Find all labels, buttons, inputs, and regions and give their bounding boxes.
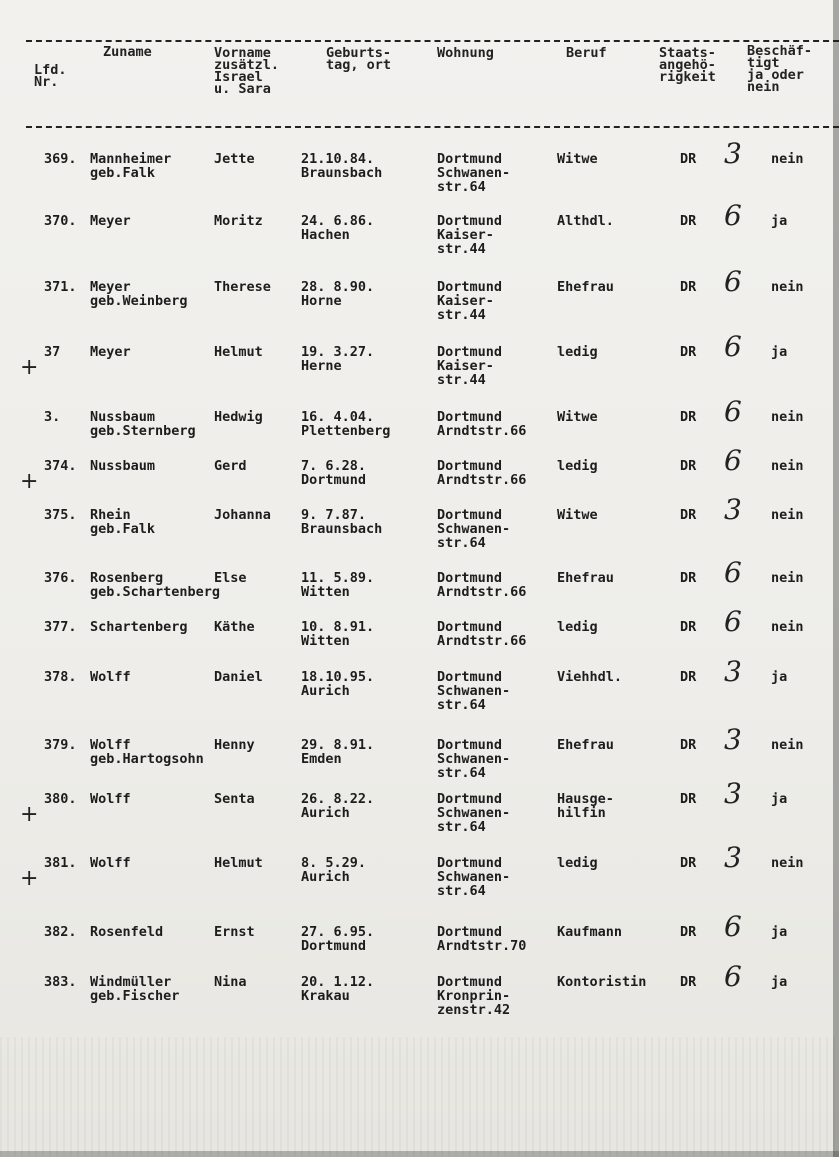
row-vorname: Hedwig xyxy=(214,409,263,425)
row-beschaeftigt: nein xyxy=(771,570,804,586)
row-beschaeftigt: ja xyxy=(771,974,788,990)
row-staat: DR xyxy=(680,344,697,360)
row-beruf: Hausge- hilfin xyxy=(557,791,614,821)
row-geburt: 11. 5.89. Witten xyxy=(301,570,375,600)
row-zuname: Rosenfeld xyxy=(90,924,164,940)
handwritten-mark: 3 xyxy=(724,841,742,874)
handwritten-cross: + xyxy=(20,802,39,827)
row-beschaeftigt: ja xyxy=(771,213,788,229)
row-staat: DR xyxy=(680,151,697,167)
row-staat: DR xyxy=(680,791,697,807)
handwritten-mark: 6 xyxy=(724,265,742,298)
row-vorname: Senta xyxy=(214,791,255,807)
row-staat: DR xyxy=(680,507,697,523)
row-geburt: 20. 1.12. Krakau xyxy=(301,974,375,1004)
row-beschaeftigt: nein xyxy=(771,279,804,295)
row-staat: DR xyxy=(680,669,697,685)
row-number: 379. xyxy=(44,737,77,753)
header-vorname: Vorname zusätzl. Israel u. Sara xyxy=(214,45,280,97)
row-beruf: ledig xyxy=(557,855,598,871)
row-staat: DR xyxy=(680,737,697,753)
row-number: 37 xyxy=(44,344,61,360)
row-vorname: Nina xyxy=(214,974,247,990)
row-geburt: 7. 6.28. Dortmund xyxy=(301,458,367,488)
row-zuname: Rosenberg geb.Schartenberg xyxy=(90,570,221,600)
header-lfd-nr: Lfd. Nr. xyxy=(34,62,67,90)
row-number: 380. xyxy=(44,791,77,807)
row-number: 383. xyxy=(44,974,77,990)
row-geburt: 26. 8.22. Aurich xyxy=(301,791,375,821)
row-vorname: Henny xyxy=(214,737,255,753)
row-beruf: Althdl. xyxy=(557,213,614,229)
row-beschaeftigt: nein xyxy=(771,737,804,753)
handwritten-mark: 6 xyxy=(724,444,742,477)
row-zuname: Wolff xyxy=(90,669,131,685)
row-vorname: Ernst xyxy=(214,924,255,940)
row-vorname: Moritz xyxy=(214,213,263,229)
handwritten-mark: 6 xyxy=(724,960,742,993)
row-zuname: Wolff geb.Hartogsohn xyxy=(90,737,204,767)
handwritten-cross: + xyxy=(20,355,39,380)
header-bottom-rule xyxy=(26,126,839,128)
row-staat: DR xyxy=(680,279,697,295)
row-vorname: Else xyxy=(214,570,247,586)
row-vorname: Jette xyxy=(214,151,255,167)
row-zuname: Meyer xyxy=(90,344,131,360)
row-wohnung: Dortmund Arndtstr.66 xyxy=(437,570,527,600)
row-wohnung: Dortmund Kaiser- str.44 xyxy=(437,213,503,257)
header-beschaeftigt: Beschäf- tigt ja oder nein xyxy=(747,43,813,95)
header-wohnung: Wohnung xyxy=(437,45,494,61)
row-number: 370. xyxy=(44,213,77,229)
page-bottom-edge xyxy=(0,1151,839,1157)
handwritten-mark: 6 xyxy=(724,199,742,232)
row-number: 382. xyxy=(44,924,77,940)
row-beschaeftigt: nein xyxy=(771,458,804,474)
row-zuname: Mannheimer geb.Falk xyxy=(90,151,172,181)
row-wohnung: Dortmund Kronprin- zenstr.42 xyxy=(437,974,511,1018)
row-beschaeftigt: nein xyxy=(771,507,804,523)
row-zuname: Windmüller geb.Fischer xyxy=(90,974,180,1004)
row-vorname: Daniel xyxy=(214,669,263,685)
row-beruf: Ehefrau xyxy=(557,279,614,295)
row-zuname: Wolff xyxy=(90,855,131,871)
handwritten-mark: 3 xyxy=(724,493,742,526)
row-geburt: 21.10.84. Braunsbach xyxy=(301,151,383,181)
row-number: 374. xyxy=(44,458,77,474)
row-vorname: Johanna xyxy=(214,507,271,523)
row-beruf: ledig xyxy=(557,619,598,635)
handwritten-mark: 6 xyxy=(724,330,742,363)
row-beschaeftigt: ja xyxy=(771,791,788,807)
handwritten-mark: 3 xyxy=(724,655,742,688)
row-number: 375. xyxy=(44,507,77,523)
header-staatsangehoerigkeit: Staats- angehö- rigkeit xyxy=(659,45,716,85)
row-vorname: Helmut xyxy=(214,344,263,360)
row-geburt: 16. 4.04. Plettenberg xyxy=(301,409,391,439)
row-beschaeftigt: nein xyxy=(771,855,804,871)
handwritten-mark: 6 xyxy=(724,910,742,943)
handwritten-mark: 3 xyxy=(724,137,742,170)
row-zuname: Rhein geb.Falk xyxy=(90,507,156,537)
row-beschaeftigt: nein xyxy=(771,151,804,167)
row-geburt: 9. 7.87. Braunsbach xyxy=(301,507,383,537)
row-staat: DR xyxy=(680,974,697,990)
row-beruf: Kaufmann xyxy=(557,924,623,940)
page-edge-shadow xyxy=(833,0,839,1157)
row-geburt: 8. 5.29. Aurich xyxy=(301,855,367,885)
row-zuname: Meyer xyxy=(90,213,131,229)
row-zuname: Nussbaum xyxy=(90,458,156,474)
handwritten-mark: 6 xyxy=(724,605,742,638)
row-wohnung: Dortmund Arndtstr.66 xyxy=(437,619,527,649)
row-beschaeftigt: nein xyxy=(771,409,804,425)
header-zuname: Zuname xyxy=(103,44,152,60)
row-vorname: Käthe xyxy=(214,619,255,635)
handwritten-mark: 6 xyxy=(724,556,742,589)
row-wohnung: Dortmund Schwanen- str.64 xyxy=(437,151,511,195)
row-staat: DR xyxy=(680,619,697,635)
row-beruf: Viehhdl. xyxy=(557,669,623,685)
row-number: 376. xyxy=(44,570,77,586)
row-wohnung: Dortmund Schwanen- str.64 xyxy=(437,855,511,899)
row-beruf: Ehefrau xyxy=(557,570,614,586)
row-vorname: Helmut xyxy=(214,855,263,871)
row-zuname: Wolff xyxy=(90,791,131,807)
row-vorname: Therese xyxy=(214,279,271,295)
handwritten-cross: + xyxy=(20,866,39,891)
handwritten-mark: 3 xyxy=(724,777,742,810)
row-staat: DR xyxy=(680,924,697,940)
row-staat: DR xyxy=(680,409,697,425)
row-staat: DR xyxy=(680,213,697,229)
row-geburt: 29. 8.91. Emden xyxy=(301,737,375,767)
row-wohnung: Dortmund Schwanen- str.64 xyxy=(437,737,511,781)
row-number: 371. xyxy=(44,279,77,295)
row-geburt: 27. 6.95. Dortmund xyxy=(301,924,375,954)
row-geburt: 10. 8.91. Witten xyxy=(301,619,375,649)
row-beschaeftigt: ja xyxy=(771,669,788,685)
row-wohnung: Dortmund Schwanen- str.64 xyxy=(437,507,511,551)
row-beruf: Witwe xyxy=(557,507,598,523)
row-beruf: ledig xyxy=(557,344,598,360)
row-staat: DR xyxy=(680,458,697,474)
row-number: 369. xyxy=(44,151,77,167)
row-staat: DR xyxy=(680,855,697,871)
row-number: 378. xyxy=(44,669,77,685)
row-wohnung: Dortmund Schwanen- str.64 xyxy=(437,791,511,835)
row-vorname: Gerd xyxy=(214,458,247,474)
row-geburt: 19. 3.27. Herne xyxy=(301,344,375,374)
row-beruf: Kontoristin xyxy=(557,974,647,990)
row-wohnung: Dortmund Arndtstr.66 xyxy=(437,409,527,439)
scan-noise xyxy=(0,1037,839,1157)
row-wohnung: Dortmund Arndtstr.70 xyxy=(437,924,527,954)
row-beruf: Ehefrau xyxy=(557,737,614,753)
row-number: 381. xyxy=(44,855,77,871)
row-beschaeftigt: ja xyxy=(771,344,788,360)
row-beschaeftigt: nein xyxy=(771,619,804,635)
row-zuname: Schartenberg xyxy=(90,619,188,635)
row-wohnung: Dortmund Kaiser- str.44 xyxy=(437,279,503,323)
handwritten-cross: + xyxy=(20,469,39,494)
header-beruf: Beruf xyxy=(566,45,607,61)
row-wohnung: Dortmund Schwanen- str.64 xyxy=(437,669,511,713)
header-geburtstag: Geburts- tag, ort xyxy=(326,45,392,73)
handwritten-mark: 3 xyxy=(724,723,742,756)
row-wohnung: Dortmund Arndtstr.66 xyxy=(437,458,527,488)
row-number: 377. xyxy=(44,619,77,635)
row-geburt: 28. 8.90. Horne xyxy=(301,279,375,309)
handwritten-mark: 6 xyxy=(724,395,742,428)
row-beruf: Witwe xyxy=(557,151,598,167)
row-zuname: Nussbaum geb.Sternberg xyxy=(90,409,196,439)
row-beruf: ledig xyxy=(557,458,598,474)
row-beruf: Witwe xyxy=(557,409,598,425)
row-geburt: 18.10.95. Aurich xyxy=(301,669,375,699)
row-zuname: Meyer geb.Weinberg xyxy=(90,279,188,309)
row-wohnung: Dortmund Kaiser- str.44 xyxy=(437,344,503,388)
row-beschaeftigt: ja xyxy=(771,924,788,940)
row-number: 3. xyxy=(44,409,61,425)
row-geburt: 24. 6.86. Hachen xyxy=(301,213,375,243)
row-staat: DR xyxy=(680,570,697,586)
header-top-rule xyxy=(26,40,839,42)
